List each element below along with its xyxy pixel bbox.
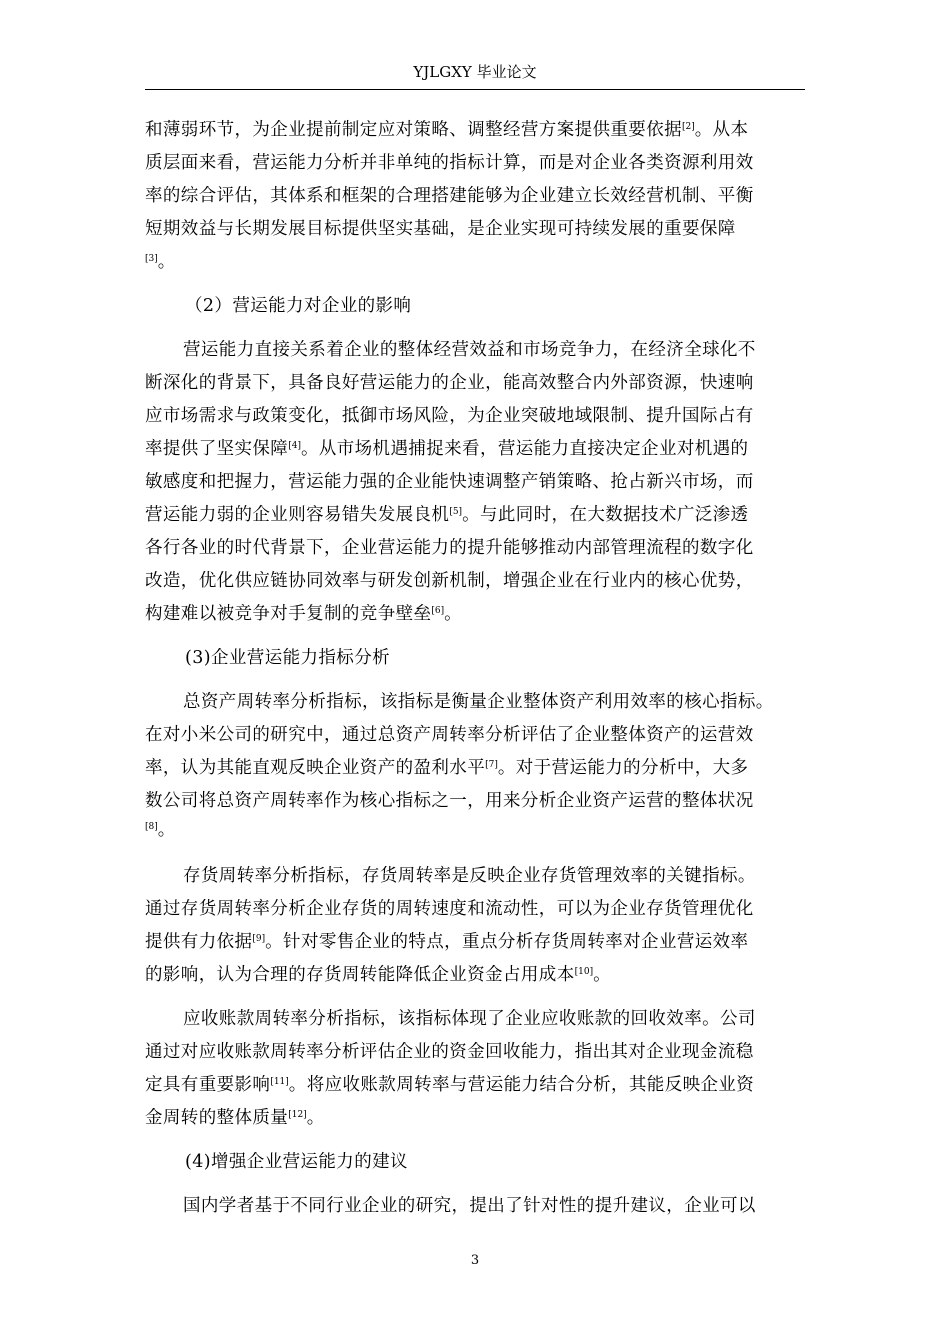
text-line: 和薄弱环节，为企业提前制定应对策略、调整经营方案提供重要依据[2]。从本	[145, 120, 749, 140]
text-line: 各行各业的时代背景下，企业营运能力的提升能够推动内部管理流程的数字化	[145, 538, 754, 558]
text-line: 数公司将总资产周转率作为核心指标之一，用来分析企业资产运营的整体状况	[145, 791, 754, 811]
text-line: 在对小米公司的研究中，通过总资产周转率分析评估了企业整体资产的运营效	[145, 725, 754, 745]
citation: [12]	[288, 1110, 307, 1120]
text-line: 短期效益与长期发展目标提供坚实基础，是企业实现可持续发展的重要保障	[145, 219, 736, 239]
citation: [4]	[288, 441, 301, 451]
citation: [3]	[145, 254, 158, 264]
text-line: 金周转的整体质量[12]。	[145, 1108, 325, 1128]
citation: [6]	[431, 606, 445, 616]
text-line: 率的综合评估，其体系和框架的合理搭建能够为企业建立长效经营机制、平衡	[145, 186, 754, 206]
citation: [10]	[574, 967, 594, 977]
citation: [2]	[682, 122, 695, 132]
text-line: 应市场需求与政策变化，抵御市场风险，为企业突破地域限制、提升国际占有	[145, 406, 754, 426]
citation: [5]	[449, 507, 463, 517]
text-line: 的影响，认为合理的存货周转能降低企业资金占用成本[10]。	[145, 965, 611, 985]
text-line: 营运能力弱的企业则容易错失发展良机[5]。与此同时，在大数据技术广泛渗透	[145, 505, 749, 525]
text-line: 率，认为其能直观反映企业资产的盈利水平[7]。对于营运能力的分析中，大多	[145, 758, 749, 778]
text-line: [3]。	[145, 252, 176, 272]
text-line: 率提供了坚实保障[4]。从市场机遇捕捉来看，营运能力直接决定企业对机遇的	[145, 439, 749, 459]
text-line: 提供有力依据[9]。针对零售企业的特点，重点分析存货周转率对企业营运效率	[145, 932, 749, 952]
text-line: 国内学者基于不同行业企业的研究，提出了针对性的提升建议，企业可以	[183, 1196, 756, 1216]
text-line: 定具有重要影响[11]。将应收账款周转率与营运能力结合分析，其能反映企业资	[145, 1075, 755, 1095]
page-number: 3	[470, 1253, 480, 1268]
citation: [7]	[485, 760, 498, 770]
section-heading: (3)企业营运能力指标分析	[185, 648, 390, 668]
text-line: 构建难以被竞争对手复制的竞争壁垒[6]。	[145, 604, 463, 624]
citation: [8]	[145, 822, 158, 832]
text-line: 断深化的背景下，具备良好营运能力的企业，能高效整合内外部资源，快速响	[145, 373, 754, 393]
text-line: 质层面来看，营运能力分析并非单纯的指标计算，而是对企业各类资源利用效	[145, 153, 754, 173]
header-divider	[145, 89, 805, 90]
section-heading: (4)增强企业营运能力的建议	[185, 1152, 408, 1172]
header-title: YJLGXY 毕业论文	[413, 63, 537, 81]
text-line: [8]。	[145, 820, 176, 840]
text-line: 通过存货周转率分析企业存货的周转速度和流动性，可以为企业存货管理优化	[145, 899, 754, 919]
text-line: 通过对应收账款周转率分析评估企业的资金回收能力，指出其对企业现金流稳	[145, 1042, 754, 1062]
text-line: 总资产周转率分析指标，该指标是衡量企业整体资产利用效率的核心指标。	[183, 692, 774, 712]
text-line: 敏感度和把握力，营运能力强的企业能快速调整产销策略、抢占新兴市场，而	[145, 472, 754, 492]
section-heading: （2）营运能力对企业的影响	[185, 296, 412, 316]
citation: [9]	[252, 934, 266, 944]
citation: [11]	[270, 1077, 289, 1087]
text-line: 存货周转率分析指标，存货周转率是反映企业存货管理效率的关键指标。	[183, 866, 756, 886]
text-line: 应收账款周转率分析指标，该指标体现了企业应收账款的回收效率。公司	[183, 1009, 756, 1029]
text-line: 改造，优化供应链协同效率与研发创新机制，增强企业在行业内的核心优势，	[145, 571, 754, 591]
text-line: 营运能力直接关系着企业的整体经营效益和市场竞争力，在经济全球化不	[183, 340, 756, 360]
